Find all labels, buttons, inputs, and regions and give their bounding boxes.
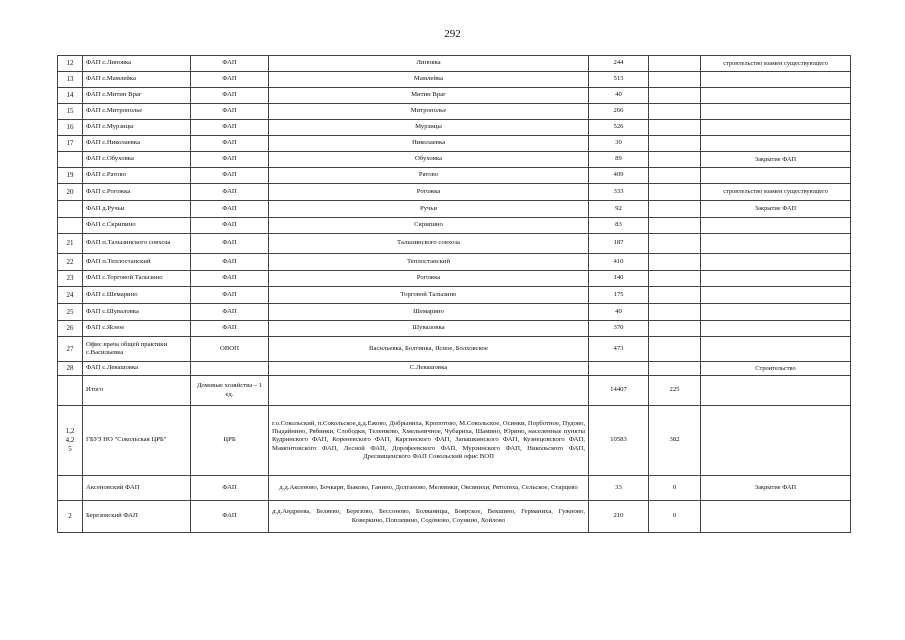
settlements-cell: Скрипино: [269, 218, 589, 234]
facility-name-cell: ФАП с.Скрипино: [83, 218, 191, 234]
row-number-cell: 27: [58, 337, 83, 362]
population-cell: 410: [589, 254, 649, 271]
note-cell: [701, 234, 851, 254]
households-cell: [649, 56, 701, 72]
note-cell: [701, 254, 851, 271]
table-row: [58, 88, 851, 104]
note-cell: [701, 287, 851, 304]
facility-name-cell: ФАП д.Ручьи: [83, 201, 191, 218]
population-cell: 210: [589, 501, 649, 533]
table-row: [58, 406, 851, 476]
households-cell: [649, 218, 701, 234]
table-row: [58, 337, 851, 362]
population-cell: 526: [589, 120, 649, 136]
facility-type-cell: ФАП: [191, 321, 269, 337]
population-cell: 244: [589, 56, 649, 72]
facility-type-cell: ФАП: [191, 254, 269, 271]
table-row: [58, 234, 851, 254]
households-cell: [649, 321, 701, 337]
table-row: [58, 168, 851, 184]
settlements-cell: г.о.Сокольский, п.Сокольское,д.д.Ежово, Добрыниха, Кропотово, М.Сокольское, Осинки, Порботное, Пудово, Пыдайнино, Рябинки, Слободки, Теленково, Хмельничное, Чубариха, Шамино, Юрино, населенные пункты Кудринского ФАП, Кореневского ФАП, Каргинского ФАП, Запашкинского ФАП, Кузнецовского ФАП, Мамонтовского ФАП, Лесной ФАП, Дорофеевского ФАП, Мурзинского ФАП, Никольского ФАП, Дресвищенского ФАП Сокольский офис ВОП: [269, 406, 589, 476]
facility-name-cell: Итого: [83, 376, 191, 406]
note-cell: Закрытие ФАП: [701, 476, 851, 501]
households-cell: 0: [649, 476, 701, 501]
note-cell: [701, 501, 851, 533]
note-cell: строительство взамен существующего: [701, 184, 851, 201]
facility-name-cell: ФАП п.Талызинского совхоза: [83, 234, 191, 254]
row-number-cell: 2: [58, 501, 83, 533]
table-row: [58, 218, 851, 234]
settlements-cell: Ратово: [269, 168, 589, 184]
table-row: [58, 136, 851, 152]
population-cell: 333: [589, 184, 649, 201]
table-row: [58, 376, 851, 406]
facility-type-cell: Домовые хозяйства – 1 ед.: [191, 376, 269, 406]
households-cell: [649, 136, 701, 152]
table-row: [58, 184, 851, 201]
households-cell: [649, 104, 701, 120]
note-cell: Строительство: [701, 362, 851, 376]
row-number-cell: 23: [58, 271, 83, 287]
households-cell: [649, 88, 701, 104]
row-number-cell: 16: [58, 120, 83, 136]
settlements-cell: Торговой Талызино: [269, 287, 589, 304]
settlements-cell: Талызинского совхоза: [269, 234, 589, 254]
table-row: [58, 321, 851, 337]
row-number-cell: 22: [58, 254, 83, 271]
population-cell: 40: [589, 88, 649, 104]
facility-type-cell: [191, 362, 269, 376]
population-cell: 92: [589, 201, 649, 218]
facility-type-cell: ФАП: [191, 304, 269, 321]
table-row: [58, 271, 851, 287]
facility-name-cell: Березовский ФАП: [83, 501, 191, 533]
settlements-cell: Васильевка, Болтинка, Ясное, Болховское: [269, 337, 589, 362]
row-number-cell: 21: [58, 234, 83, 254]
row-number-cell: 15: [58, 104, 83, 120]
settlements-cell: Митин Враг: [269, 88, 589, 104]
facility-type-cell: ФАП: [191, 201, 269, 218]
population-cell: 473: [589, 337, 649, 362]
row-number-cell: 13: [58, 72, 83, 88]
row-number-cell: 12: [58, 56, 83, 72]
table-row: [58, 476, 851, 501]
table-row: [58, 104, 851, 120]
note-cell: [701, 88, 851, 104]
households-cell: [649, 234, 701, 254]
settlements-cell: Мамлейка: [269, 72, 589, 88]
households-cell: [649, 120, 701, 136]
settlements-cell: Липовка: [269, 56, 589, 72]
facility-type-cell: ФАП: [191, 136, 269, 152]
row-number-cell: 14: [58, 88, 83, 104]
note-cell: [701, 304, 851, 321]
population-cell: 370: [589, 321, 649, 337]
table-row: [58, 287, 851, 304]
settlements-cell: д.д.Андреева, Беляево, Березово, Бессоново, Болваницы, Боярское, Векшино, Германиха, Гужново, Коверкино, Поплевино, Содомово, Соунино, Хойлово: [269, 501, 589, 533]
households-cell: [649, 362, 701, 376]
facility-type-cell: ФАП: [191, 104, 269, 120]
population-cell: 89: [589, 152, 649, 168]
facility-name-cell: ФАП с.Рогожка: [83, 184, 191, 201]
households-cell: 225: [649, 376, 701, 406]
facility-name-cell: ФАП с.Митин Враг: [83, 88, 191, 104]
facility-name-cell: ФАП с.Ратово: [83, 168, 191, 184]
settlements-cell: Рогожка: [269, 271, 589, 287]
settlements-cell: Обуховка: [269, 152, 589, 168]
households-cell: [649, 201, 701, 218]
page-number: 292: [444, 28, 461, 40]
table-row: [58, 362, 851, 376]
note-cell: [701, 321, 851, 337]
population-cell: 513: [589, 72, 649, 88]
row-number-cell: 25: [58, 304, 83, 321]
population-cell: 175: [589, 287, 649, 304]
facility-name-cell: ФАП п.Теплостанский: [83, 254, 191, 271]
facility-type-cell: ФАП: [191, 168, 269, 184]
settlements-cell: [269, 376, 589, 406]
table-row: [58, 254, 851, 271]
table-row: [58, 120, 851, 136]
households-cell: [649, 72, 701, 88]
population-cell: 83: [589, 218, 649, 234]
settlements-cell: Митрополье: [269, 104, 589, 120]
row-number-cell: [58, 152, 83, 168]
facility-type-cell: ОВОП: [191, 337, 269, 362]
facility-name-cell: ФАП с.Мурзицы: [83, 120, 191, 136]
note-cell: [701, 218, 851, 234]
households-cell: [649, 152, 701, 168]
households-cell: [649, 254, 701, 271]
households-cell: [649, 271, 701, 287]
households-cell: 382: [649, 406, 701, 476]
row-number-cell: 26: [58, 321, 83, 337]
note-cell: [701, 136, 851, 152]
facility-name-cell: ФАП с.Обуховка: [83, 152, 191, 168]
facility-name-cell: ФАП с.Шуваловка: [83, 304, 191, 321]
note-cell: Закрытие ФАП: [701, 152, 851, 168]
population-cell: [589, 362, 649, 376]
households-cell: [649, 168, 701, 184]
table-row: [58, 304, 851, 321]
row-number-cell: 19: [58, 168, 83, 184]
facility-name-cell: ФАП с.Торговой Талызино: [83, 271, 191, 287]
note-cell: [701, 72, 851, 88]
facility-name-cell: ФАП с.Липовка: [83, 56, 191, 72]
settlements-cell: Ручьи: [269, 201, 589, 218]
note-cell: [701, 104, 851, 120]
table-row: [58, 201, 851, 218]
households-cell: [649, 184, 701, 201]
facility-type-cell: ФАП: [191, 72, 269, 88]
facility-name-cell: Аксеновский ФАП: [83, 476, 191, 501]
note-cell: [701, 337, 851, 362]
population-cell: 140: [589, 271, 649, 287]
settlements-cell: Рогожка: [269, 184, 589, 201]
settlements-cell: Николаевка: [269, 136, 589, 152]
facility-type-cell: ФАП: [191, 218, 269, 234]
facility-name-cell: ФАП с.Мамлейка: [83, 72, 191, 88]
note-cell: [701, 168, 851, 184]
facility-type-cell: ФАП: [191, 234, 269, 254]
facility-name-cell: ФАП с.Шемарино: [83, 287, 191, 304]
settlements-cell: Шуваловка: [269, 321, 589, 337]
facility-name-cell: Офис врача общей практики с.Васильевка: [83, 337, 191, 362]
note-cell: [701, 376, 851, 406]
table-row: [58, 72, 851, 88]
facilities-table: [57, 55, 851, 533]
population-cell: 266: [589, 104, 649, 120]
note-cell: [701, 406, 851, 476]
facility-type-cell: ФАП: [191, 120, 269, 136]
note-cell: строительство взамен существующего: [701, 56, 851, 72]
settlements-cell: Шемарино: [269, 304, 589, 321]
table-row: [58, 56, 851, 72]
settlements-cell: Теплостанский: [269, 254, 589, 271]
facility-name-cell: ФАП с.Ясное: [83, 321, 191, 337]
population-cell: 14407: [589, 376, 649, 406]
facility-type-cell: ФАП: [191, 271, 269, 287]
settlements-cell: д.д.Аксеново, Бочкари, Быково, Ганино, Долганово, Мелевики, Овсянихи, Рятолиха, Сельское, Старцево: [269, 476, 589, 501]
table-row: [58, 152, 851, 168]
row-number-cell: 1,2 4,2 5: [58, 406, 83, 476]
facility-type-cell: ЦРБ: [191, 406, 269, 476]
households-cell: 0: [649, 501, 701, 533]
row-number-cell: [58, 376, 83, 406]
population-cell: 30: [589, 136, 649, 152]
facility-type-cell: ФАП: [191, 287, 269, 304]
settlements-cell: С.Левашовка: [269, 362, 589, 376]
note-cell: Закрытие ФАП: [701, 201, 851, 218]
facility-name-cell: ФАП с.Николаевка: [83, 136, 191, 152]
facility-type-cell: ФАП: [191, 184, 269, 201]
population-cell: 187: [589, 234, 649, 254]
population-cell: 33: [589, 476, 649, 501]
population-cell: 40: [589, 304, 649, 321]
table-row: [58, 501, 851, 533]
facility-name-cell: ФАП с.Левашовка: [83, 362, 191, 376]
facility-type-cell: ФАП: [191, 152, 269, 168]
row-number-cell: 28: [58, 362, 83, 376]
population-cell: 409: [589, 168, 649, 184]
population-cell: 10583: [589, 406, 649, 476]
facility-name-cell: ФАП с.Митрополье: [83, 104, 191, 120]
households-cell: [649, 304, 701, 321]
settlements-cell: Мурзицы: [269, 120, 589, 136]
row-number-cell: [58, 218, 83, 234]
row-number-cell: 24: [58, 287, 83, 304]
row-number-cell: 20: [58, 184, 83, 201]
facility-type-cell: ФАП: [191, 501, 269, 533]
row-number-cell: [58, 201, 83, 218]
facility-type-cell: ФАП: [191, 56, 269, 72]
note-cell: [701, 271, 851, 287]
households-cell: [649, 337, 701, 362]
households-cell: [649, 287, 701, 304]
facility-type-cell: ФАП: [191, 476, 269, 501]
row-number-cell: 17: [58, 136, 83, 152]
row-number-cell: [58, 476, 83, 501]
facility-name-cell: ГБУЗ НО "Сокольская ЦРБ": [83, 406, 191, 476]
note-cell: [701, 120, 851, 136]
facility-type-cell: ФАП: [191, 88, 269, 104]
